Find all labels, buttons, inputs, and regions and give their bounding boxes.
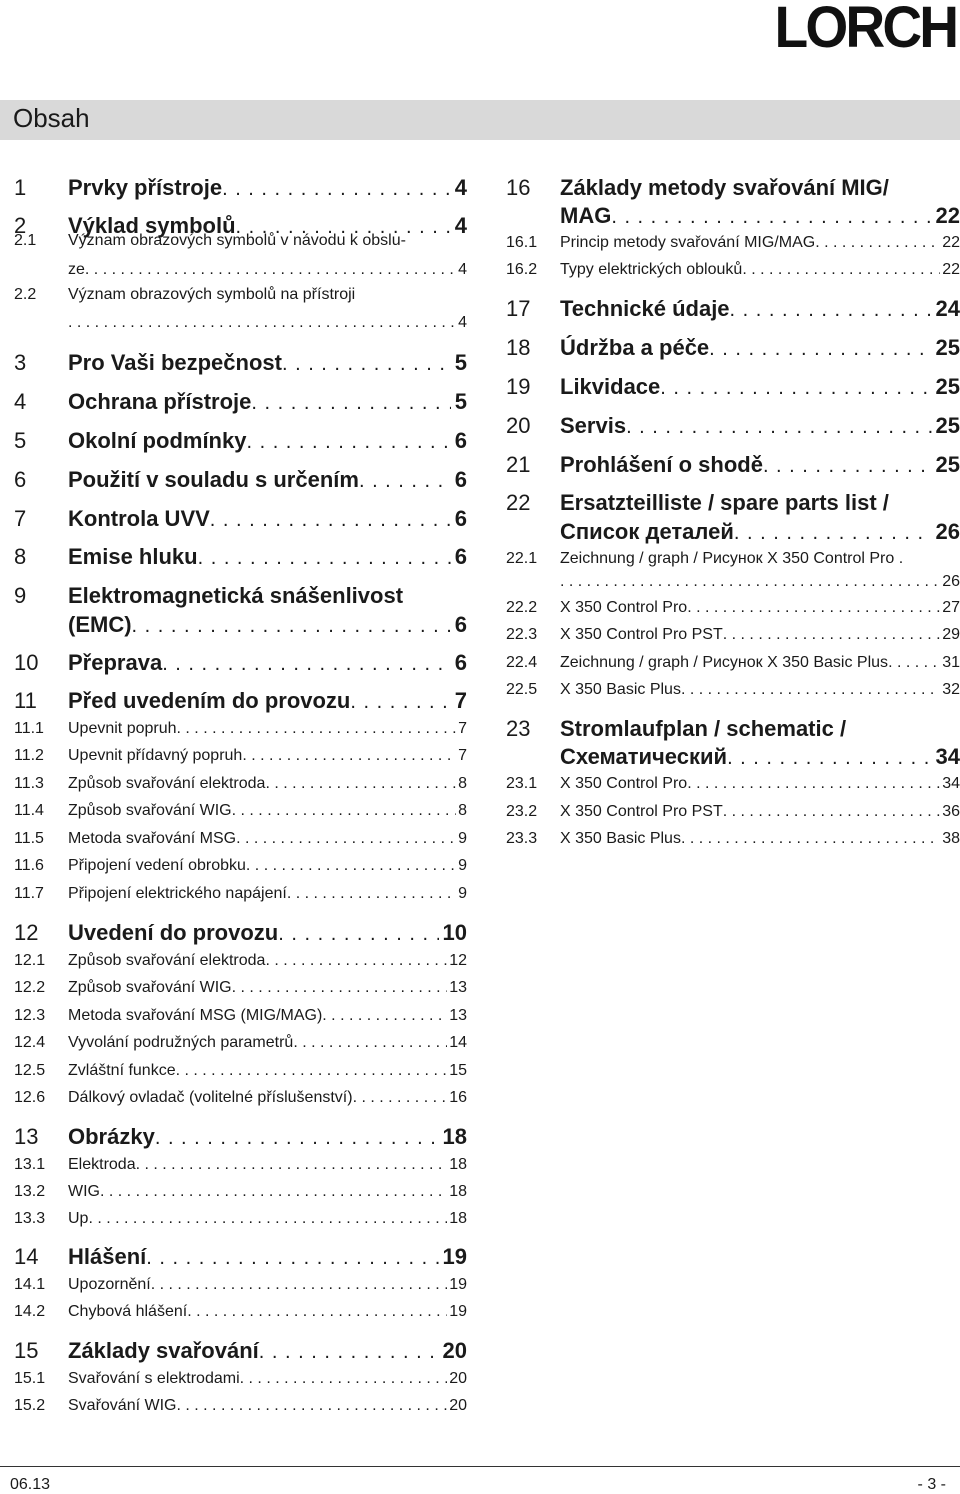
dot-leader xyxy=(763,453,932,479)
toc-subsection-entry[interactable] xyxy=(14,856,467,876)
toc-section-title: Prohlášení o shodě xyxy=(560,452,763,477)
toc-section-page: 25 xyxy=(935,374,960,399)
toc-subsection-entry[interactable] xyxy=(506,625,960,645)
toc-section-number: 2 xyxy=(14,213,27,238)
toc-subsection-entry[interactable] xyxy=(14,1369,467,1389)
toc-subsection-title: Metoda svařování MSG xyxy=(68,830,237,847)
toc-subsection-number: 12.4 xyxy=(14,1034,46,1051)
toc-heading: Obsah xyxy=(13,103,90,133)
toc-subsection-title: X 350 Basic Plus xyxy=(560,830,681,847)
toc-section-number: 10 xyxy=(14,650,39,675)
toc-section-title: Okolní podmínky xyxy=(68,428,247,453)
toc-subsection-entry[interactable] xyxy=(506,774,960,794)
toc-section-title: Emise hluku xyxy=(68,544,198,569)
toc-subsection-title: X 350 Control Pro PST xyxy=(560,803,723,820)
toc-section-entry[interactable] xyxy=(506,490,960,516)
toc-subsection-entry[interactable] xyxy=(14,774,467,794)
toc-section-title-continued: Список деталей xyxy=(560,519,734,544)
toc-subsection-number: 12.1 xyxy=(14,952,46,969)
toc-section-page: 6 xyxy=(454,467,467,492)
toc-subsection-entry[interactable] xyxy=(506,653,960,673)
dot-leader xyxy=(611,204,931,230)
toc-subsection-entry[interactable] xyxy=(506,829,960,849)
toc-subsection-entry[interactable] xyxy=(14,1396,467,1416)
toc-subsection-number: 14.2 xyxy=(14,1303,46,1320)
dot-leader xyxy=(687,598,940,618)
toc-subsection-number: 13.2 xyxy=(14,1183,46,1200)
toc-section-page: 22 xyxy=(935,203,960,228)
dot-leader xyxy=(151,1275,447,1295)
dot-leader xyxy=(265,774,456,794)
dot-leader xyxy=(246,856,456,876)
toc-section-entry-continued[interactable] xyxy=(506,519,960,546)
toc-section-number: 20 xyxy=(506,413,531,438)
toc-subsection-entry[interactable] xyxy=(506,549,960,569)
toc-section-title-continued: MAG xyxy=(560,203,612,228)
toc-section-entry[interactable] xyxy=(14,544,467,571)
toc-subsection-page: 36 xyxy=(942,803,960,820)
toc-subsection-number: 16.2 xyxy=(506,261,538,278)
toc-section-number: 11 xyxy=(14,688,37,713)
toc-section-page: 26 xyxy=(935,519,960,544)
dot-leader xyxy=(176,1396,447,1416)
toc-subsection-title: Připojení vedení obrobku xyxy=(68,857,246,874)
toc-subsection-number: 12.5 xyxy=(14,1062,46,1079)
toc-section-entry[interactable] xyxy=(14,920,467,947)
dot-leader xyxy=(246,429,450,455)
toc-subsection-entry[interactable] xyxy=(506,233,960,253)
toc-section-number: 23 xyxy=(506,716,531,741)
toc-subsection-title: Svařování s elektrodami xyxy=(68,1370,240,1387)
toc-subsection-number: 13.3 xyxy=(14,1210,46,1227)
toc-subsection-title: Up xyxy=(68,1210,89,1227)
toc-section-number: 3 xyxy=(14,350,27,375)
toc-section-entry[interactable] xyxy=(14,583,467,609)
dot-leader xyxy=(660,375,931,401)
toc-subsection-title: X 350 Control Pro xyxy=(560,599,688,616)
dot-leader xyxy=(85,260,456,280)
toc-subsection-number: 11.3 xyxy=(14,775,44,792)
dot-leader xyxy=(687,774,940,794)
toc-subsection-title-continued: ze xyxy=(68,261,85,278)
toc-section-number: 16 xyxy=(506,175,531,200)
toc-section-title: Stromlaufplan / schematic / xyxy=(560,716,847,741)
toc-section-page: 20 xyxy=(442,1338,467,1363)
toc-subsection-page: 22 xyxy=(942,261,960,278)
toc-subsection-page: 19 xyxy=(449,1276,467,1293)
dot-leader xyxy=(88,1209,447,1229)
toc-section-page: 7 xyxy=(454,688,467,713)
toc-subsection-title: Upevnit přídavný popruh xyxy=(68,747,243,764)
toc-section-title: Údržba a péče xyxy=(560,335,710,360)
toc-section-page: 4 xyxy=(454,175,467,200)
toc-subsection-title: Metoda svařování MSG (MIG/MAG) xyxy=(68,1007,323,1024)
toc-subsection-page: 4 xyxy=(458,261,467,278)
toc-section-entry[interactable] xyxy=(506,452,960,479)
dot-leader xyxy=(353,1088,448,1108)
toc-subsection-page: 7 xyxy=(458,747,467,764)
toc-subsection-page: 9 xyxy=(458,857,467,874)
toc-section-page: 24 xyxy=(935,296,960,321)
toc-section-number: 15 xyxy=(14,1338,39,1363)
toc-section-entry[interactable] xyxy=(14,1338,467,1365)
dot-leader xyxy=(278,921,438,947)
dot-leader xyxy=(265,951,447,971)
lorch-logo: LORCH xyxy=(774,0,956,60)
toc-subsection-number: 23.1 xyxy=(506,775,538,792)
toc-subsection-entry-continued[interactable] xyxy=(14,313,467,333)
toc-section-title: Přeprava xyxy=(68,650,163,675)
toc-section-title-continued: Схематический xyxy=(560,744,728,769)
toc-subsection-title: Princip metody svařování MIG/MAG xyxy=(560,234,816,251)
toc-section-entry[interactable] xyxy=(14,1124,467,1151)
dot-leader xyxy=(176,1061,448,1081)
toc-subsection-page: 22 xyxy=(942,234,960,251)
toc-subsection-page: 27 xyxy=(942,599,960,616)
toc-subsection-number: 14.1 xyxy=(14,1276,46,1293)
toc-subsection-entry-continued[interactable] xyxy=(506,572,960,592)
toc-section-title: Výklad symbolů xyxy=(68,213,236,238)
toc-subsection-entry[interactable] xyxy=(14,978,467,998)
dot-leader xyxy=(815,233,940,253)
toc-subsection-number: 12.2 xyxy=(14,979,46,996)
toc-subsection-entry[interactable] xyxy=(14,1061,467,1081)
toc-section-number: 5 xyxy=(14,428,27,453)
toc-section-entry[interactable] xyxy=(506,716,960,742)
dot-leader xyxy=(742,260,940,280)
toc-section-title: Likvidace xyxy=(560,374,661,399)
toc-subsection-title: X 350 Control Pro xyxy=(560,775,688,792)
toc-subsection-page: 14 xyxy=(449,1034,467,1051)
toc-subsection-entry[interactable] xyxy=(14,1088,467,1108)
toc-subsection-title: Způsob svařování elektroda xyxy=(68,775,266,792)
toc-subsection-page: 9 xyxy=(458,830,467,847)
dot-leader xyxy=(359,468,451,494)
dot-leader xyxy=(723,625,940,645)
toc-subsection-title: X 350 Basic Plus xyxy=(560,681,681,698)
dot-leader xyxy=(681,829,940,849)
toc-subsection-entry[interactable] xyxy=(14,951,467,971)
dot-leader xyxy=(222,176,451,202)
toc-section-entry[interactable] xyxy=(14,1244,467,1271)
toc-subsection-page: 8 xyxy=(458,802,467,819)
toc-subsection-entry[interactable] xyxy=(14,801,467,821)
toc-subsection-number: 11.1 xyxy=(14,720,44,737)
toc-subsection-page: 38 xyxy=(942,830,960,847)
toc-subsection-number: 11.7 xyxy=(14,885,44,902)
dot-leader xyxy=(155,1125,439,1151)
toc-section-page: 25 xyxy=(935,335,960,360)
toc-section-number: 13 xyxy=(14,1124,39,1149)
toc-subsection-number: 22.1 xyxy=(506,550,538,567)
toc-subsection-title: Dálkový ovladač (volitelné příslušenství) xyxy=(68,1089,353,1106)
dot-leader xyxy=(132,613,451,639)
footer-rule xyxy=(0,1466,960,1467)
toc-section-entry[interactable] xyxy=(14,467,467,494)
toc-section-page: 6 xyxy=(454,544,467,569)
toc-section-title: Elektromagnetická snášenlivost xyxy=(68,583,404,608)
dot-leader xyxy=(232,801,456,821)
dot-leader xyxy=(146,1245,438,1271)
toc-section-number: 8 xyxy=(14,544,27,569)
toc-subsection-number: 15.2 xyxy=(14,1397,46,1414)
dot-leader xyxy=(68,313,456,333)
toc-subsection-entry[interactable] xyxy=(14,1155,467,1175)
toc-subsection-entry[interactable] xyxy=(14,884,467,904)
toc-section-number: 4 xyxy=(14,389,27,414)
toc-subsection-number: 22.3 xyxy=(506,626,538,643)
toc-subsection-entry[interactable] xyxy=(14,1209,467,1229)
toc-subsection-title: Způsob svařování WIG xyxy=(68,802,232,819)
toc-subsection-title: Způsob svařování elektroda xyxy=(68,952,266,969)
toc-subsection-number: 12.3 xyxy=(14,1007,46,1024)
toc-subsection-title: Typy elektrických oblouků xyxy=(560,261,743,278)
dot-leader xyxy=(100,1182,447,1202)
toc-subsection-entry[interactable] xyxy=(14,285,467,305)
toc-subsection-title: Význam obrazových symbolů v návodu k obslu- xyxy=(68,232,406,249)
toc-section-title: Ersatzteilliste / spare parts list / xyxy=(560,490,889,515)
toc-subsection-number: 22.5 xyxy=(506,681,538,698)
toc-subsection-number: 23.3 xyxy=(506,830,538,847)
footer-page-number: - 3 - xyxy=(917,1476,946,1493)
dot-leader xyxy=(287,884,456,904)
toc-subsection-entry-continued[interactable] xyxy=(14,260,467,280)
toc-section-page: 10 xyxy=(442,920,467,945)
toc-subsection-number: 11.2 xyxy=(14,747,44,764)
toc-section-page: 4 xyxy=(454,213,467,238)
toc-subsection-title: Připojení elektrického napájení xyxy=(68,885,287,902)
toc-section-number: 14 xyxy=(14,1244,39,1269)
toc-section-title: Prvky přístroje xyxy=(68,175,223,200)
toc-section-entry[interactable] xyxy=(14,175,467,202)
toc-section-number: 9 xyxy=(14,583,27,608)
toc-subsection-number: 2.1 xyxy=(14,232,37,249)
toc-section-title: Ochrana přístroje xyxy=(68,389,252,414)
toc-subsection-page: 32 xyxy=(942,681,960,698)
toc-subsection-page: 15 xyxy=(449,1062,467,1079)
toc-subsection-page: 4 xyxy=(458,314,467,331)
toc-section-page: 25 xyxy=(935,452,960,477)
dot-leader xyxy=(293,1033,447,1053)
toc-section-entry[interactable] xyxy=(14,389,467,416)
toc-subsection-title: Zvláštní funkce xyxy=(68,1062,176,1079)
toc-subsection-title: WIG xyxy=(68,1183,100,1200)
toc-subsection-title: Svařování WIG xyxy=(68,1397,177,1414)
toc-subsection-page: 18 xyxy=(449,1210,467,1227)
toc-section-entry[interactable] xyxy=(506,296,960,323)
toc-subsection-page: 20 xyxy=(449,1397,467,1414)
dot-leader xyxy=(730,297,932,323)
toc-section-entry[interactable] xyxy=(506,413,960,440)
toc-section-entry[interactable] xyxy=(14,650,467,677)
toc-section-title: Pro Vaši bezpečnost xyxy=(68,350,282,375)
toc-section-page: 6 xyxy=(454,612,467,637)
dot-leader xyxy=(240,1369,448,1389)
toc-section-title: Kontrola UVV xyxy=(68,506,210,531)
toc-subsection-number: 12.6 xyxy=(14,1089,46,1106)
toc-subsection-page: 29 xyxy=(942,626,960,643)
toc-subsection-title: Upevnit popruh xyxy=(68,720,177,737)
toc-section-page: 25 xyxy=(935,413,960,438)
toc-subsection-page: 18 xyxy=(449,1183,467,1200)
toc-subsection-page: 13 xyxy=(449,979,467,996)
toc-section-entry[interactable] xyxy=(14,428,467,455)
dot-leader xyxy=(560,572,940,592)
toc-subsection-title: Elektroda xyxy=(68,1156,136,1173)
toc-section-number: 22 xyxy=(506,490,531,515)
toc-section-entry[interactable] xyxy=(506,175,960,201)
toc-section-title: Použití v souladu s určením xyxy=(68,467,359,492)
toc-section-entry[interactable] xyxy=(14,688,467,715)
toc-subsection-number: 13.1 xyxy=(14,1156,46,1173)
toc-section-entry[interactable] xyxy=(506,335,960,362)
toc-section-page: 18 xyxy=(442,1124,467,1149)
toc-section-entry[interactable] xyxy=(506,374,960,401)
toc-section-entry-continued[interactable] xyxy=(506,203,960,230)
toc-subsection-entry[interactable] xyxy=(14,1302,467,1322)
toc-subsection-entry[interactable] xyxy=(506,598,960,618)
dot-leader xyxy=(723,802,940,822)
toc-section-page: 6 xyxy=(454,506,467,531)
toc-section-number: 1 xyxy=(14,175,27,200)
toc-section-number: 21 xyxy=(506,452,531,477)
toc-subsection-number: 11.5 xyxy=(14,830,44,847)
dot-leader xyxy=(626,414,931,440)
dot-leader xyxy=(198,545,451,571)
toc-section-page: 5 xyxy=(454,389,467,414)
toc-subsection-page: 34 xyxy=(942,775,960,792)
toc-subsection-number: 22.2 xyxy=(506,599,538,616)
toc-subsection-title: X 350 Control Pro PST xyxy=(560,626,723,643)
toc-section-page: 34 xyxy=(935,744,960,769)
toc-section-title: Technické údaje xyxy=(560,296,730,321)
dot-leader xyxy=(350,689,450,715)
toc-subsection-page: 18 xyxy=(449,1156,467,1173)
toc-subsection-page: 19 xyxy=(449,1303,467,1320)
toc-subsection-page: 26 xyxy=(942,573,960,590)
toc-section-page: 19 xyxy=(442,1244,467,1269)
toc-subsection-entry[interactable] xyxy=(506,680,960,700)
dot-leader xyxy=(282,351,451,377)
toc-subsection-number: 15.1 xyxy=(14,1370,46,1387)
toc-subsection-number: 22.4 xyxy=(506,654,538,671)
toc-section-number: 12 xyxy=(14,920,39,945)
toc-section-page: 5 xyxy=(454,350,467,375)
toc-subsection-entry[interactable] xyxy=(14,231,467,251)
toc-subsection-title: Zeichnung / graph / Рисунок X 350 Control Pro . xyxy=(560,550,904,567)
toc-subsection-page: 7 xyxy=(458,720,467,737)
dot-leader xyxy=(734,520,932,546)
toc-subsection-entry[interactable] xyxy=(506,802,960,822)
dot-leader xyxy=(709,336,931,362)
toc-section-number: 17 xyxy=(506,296,531,321)
toc-section-title: Před uvedením do provozu xyxy=(68,688,351,713)
toc-subsection-number: 23.2 xyxy=(506,803,538,820)
toc-subsection-page: 13 xyxy=(449,1007,467,1024)
toc-section-title: Obrázky xyxy=(68,1124,155,1149)
toc-heading-bar xyxy=(0,100,960,140)
toc-section-entry-continued[interactable] xyxy=(14,612,467,639)
dot-leader xyxy=(136,1155,448,1175)
toc-section-title: Uvedení do provozu xyxy=(68,920,279,945)
toc-subsection-page: 20 xyxy=(449,1370,467,1387)
toc-subsection-page: 12 xyxy=(449,952,467,969)
dot-leader xyxy=(259,1339,439,1365)
dot-leader xyxy=(888,653,940,673)
dot-leader xyxy=(322,1006,447,1026)
toc-subsection-number: 16.1 xyxy=(506,234,538,251)
dot-leader xyxy=(727,745,931,771)
dot-leader xyxy=(236,829,456,849)
toc-section-number: 18 xyxy=(506,335,531,360)
toc-subsection-title: Vyvolání podružných parametrů xyxy=(68,1034,294,1051)
toc-subsection-number: 11.6 xyxy=(14,857,44,874)
toc-subsection-number: 11.4 xyxy=(14,802,44,819)
toc-subsection-title: Zeichnung / graph / Рисунок X 350 Basic Plus xyxy=(560,654,889,671)
toc-section-entry[interactable] xyxy=(14,506,467,533)
toc-subsection-entry[interactable] xyxy=(14,1033,467,1053)
dot-leader xyxy=(681,680,940,700)
toc-section-title: Servis xyxy=(560,413,627,438)
dot-leader xyxy=(242,746,456,766)
toc-subsection-page: 8 xyxy=(458,775,467,792)
toc-subsection-entry[interactable] xyxy=(506,260,960,280)
dot-leader xyxy=(187,1302,447,1322)
dot-leader xyxy=(232,978,448,998)
toc-subsection-entry[interactable] xyxy=(14,1182,467,1202)
dot-leader xyxy=(177,719,457,739)
toc-subsection-title: Způsob svařování WIG xyxy=(68,979,232,996)
toc-section-number: 19 xyxy=(506,374,531,399)
toc-section-number: 6 xyxy=(14,467,27,492)
toc-subsection-entry[interactable] xyxy=(14,719,467,739)
toc-subsection-page: 16 xyxy=(449,1089,467,1106)
toc-section-title-continued: (EMC) xyxy=(68,612,132,637)
toc-section-entry[interactable] xyxy=(14,350,467,377)
toc-section-entry-continued[interactable] xyxy=(506,744,960,771)
toc-section-title: Základy metody svařování MIG/ xyxy=(560,175,889,200)
toc-subsection-title: Upozornění xyxy=(68,1276,151,1293)
toc-subsection-entry[interactable] xyxy=(14,829,467,849)
toc-section-title: Základy svařování xyxy=(68,1338,259,1363)
toc-section-page: 6 xyxy=(454,428,467,453)
toc-subsection-entry[interactable] xyxy=(14,746,467,766)
toc-subsection-title: Chybová hlášení xyxy=(68,1303,188,1320)
dot-leader xyxy=(251,390,450,416)
dot-leader xyxy=(210,507,451,533)
toc-section-page: 6 xyxy=(454,650,467,675)
toc-subsection-entry[interactable] xyxy=(14,1006,467,1026)
toc-subsection-title: Význam obrazových symbolů na přístroji xyxy=(68,286,356,303)
toc-subsection-entry[interactable] xyxy=(14,1275,467,1295)
dot-leader xyxy=(162,651,451,677)
toc-subsection-page: 9 xyxy=(458,885,467,902)
footer-date: 06.13 xyxy=(10,1476,51,1493)
toc-subsection-number: 2.2 xyxy=(14,286,37,303)
toc-subsection-page: 31 xyxy=(942,654,960,671)
toc-section-number: 7 xyxy=(14,506,27,531)
toc-section-title: Hlášení xyxy=(68,1244,147,1269)
